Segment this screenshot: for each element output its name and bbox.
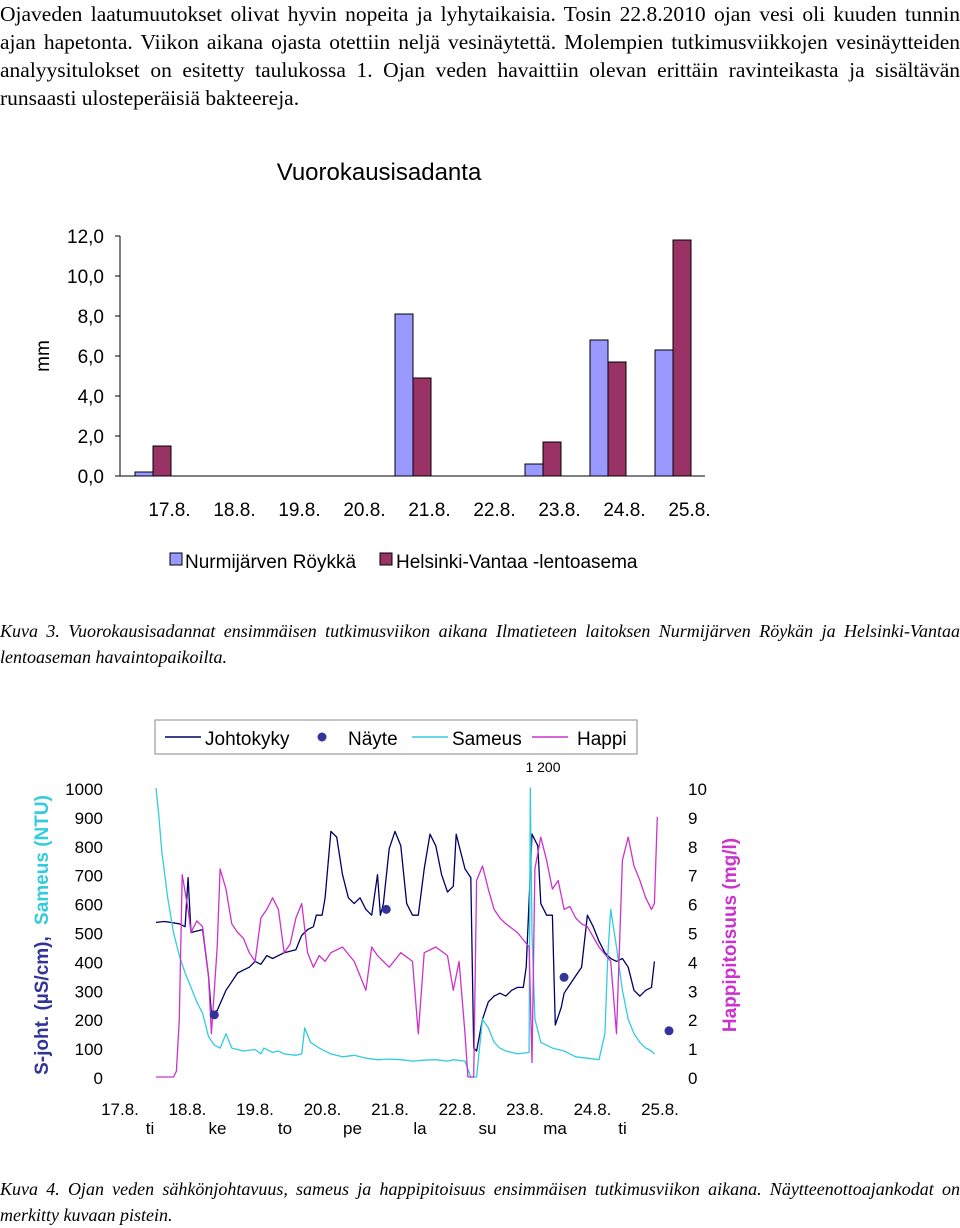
chart2-right-tick-label: 2 bbox=[688, 1011, 698, 1031]
chart1-x-tick-label: 24.8. bbox=[603, 500, 646, 521]
chart2-ylabel-left-b: Sameus (NTU) bbox=[32, 795, 53, 925]
chart2-legend-label: Sameus bbox=[452, 729, 522, 750]
chart2-x-day-label: ti bbox=[145, 1119, 155, 1138]
figure4-caption bbox=[0, 1176, 960, 1228]
chart2-x-date-label: 22.8. bbox=[438, 1100, 477, 1119]
chart2-right-tick-label: 4 bbox=[688, 953, 698, 973]
chart2-x-day-label: ma bbox=[543, 1119, 567, 1138]
chart2-left-tick-label: 1000 bbox=[65, 780, 103, 799]
chart2-series bbox=[156, 788, 657, 1077]
chart2-left-tick-label: 500 bbox=[74, 924, 103, 944]
chart2-left-tick-label: 200 bbox=[74, 1011, 103, 1031]
chart1-x-tick-label: 21.8. bbox=[408, 500, 451, 521]
chart2-x-date-label: 24.8. bbox=[573, 1100, 612, 1119]
figure3-caption-text: Vuorokausisadannat ensimmäisen tutkimusviikon aikana Ilmatieteen laitoksen Nurmijärven Röykän ja Helsinki-Vantaa lentoaseman havaintopaikoilta. bbox=[0, 621, 960, 667]
svg-text:S-joht. (µS/cm), Sameus (N bbox=[32, 795, 53, 1075]
chart2-legend-label: Johtokyky bbox=[205, 729, 290, 750]
chart2-right-tick-label: 0 bbox=[688, 1069, 698, 1088]
chart2-off-scale-label: 1 200 bbox=[525, 759, 561, 775]
chart2-x-date-label: 17.8. bbox=[101, 1100, 139, 1119]
chart2-left-tick-label: 0 bbox=[93, 1069, 103, 1088]
chart2-sample-dot bbox=[210, 1010, 219, 1019]
chart1-y-tick-label: 2,0 bbox=[77, 427, 104, 448]
chart2-left-tick-label: 900 bbox=[74, 808, 103, 828]
chart2-x-day-label: la bbox=[413, 1119, 427, 1138]
chart1-legend-label: Helsinki-Vantaa -lentoasema bbox=[396, 552, 638, 573]
chart2-legend-label: Happi bbox=[577, 729, 627, 750]
figure3-caption-label: Kuva 3. bbox=[0, 621, 60, 641]
chart1-ylabel: mm bbox=[33, 340, 54, 372]
chart1-y-tick-label: 10,0 bbox=[67, 267, 104, 288]
chart2-x-day-label: ti bbox=[618, 1119, 627, 1138]
chart2-legend bbox=[155, 720, 637, 754]
chart1-y-tick-label: 6,0 bbox=[77, 347, 104, 368]
chart1-y-tick-label: 12,0 bbox=[67, 227, 104, 248]
chart1-x-tick-label: 23.8. bbox=[538, 500, 581, 521]
chart2-left-tick-label: 400 bbox=[74, 953, 103, 973]
chart2-x-date-label: 19.8. bbox=[236, 1100, 274, 1119]
chart2-right-tick-label: 5 bbox=[688, 924, 698, 944]
chart2-right-tick-label: 7 bbox=[688, 866, 698, 886]
chart2-right-tick-label: 3 bbox=[688, 982, 698, 1002]
chart1-y-tick-label: 4,0 bbox=[77, 387, 104, 408]
chart1-title: Vuorokausisadanta bbox=[276, 159, 482, 186]
chart1-x-tick-label: 17.8. bbox=[148, 500, 191, 521]
chart2-sample-dot bbox=[560, 973, 569, 982]
chart2-line-happi bbox=[156, 817, 657, 1077]
chart2-ylabel-left-a: S-joht. (µS/cm), bbox=[32, 936, 53, 1075]
chart2-x-day-label: ke bbox=[208, 1119, 227, 1138]
chart2-line-johtokyky bbox=[156, 831, 654, 1051]
chart1-x-tick-label: 18.8. bbox=[213, 500, 256, 521]
intro-text: Ojaveden laatumuutokset olivat hyvin nopeita ja lyhytaikaisia. Tosin 22.8.2010 ojan vesi oli kuuden tunnin ajan hapetonta. Viikon aikana ojasta otettiin neljä vesinäytettä. Molempien tutkimusviikkojen vesinäytteiden analyysitulokset on esitetty taulukossa 1. Ojan veden havaittiin olevan erittäin ravinteikasta ja sisältävän runsaasti ulosteperäisiä bakteereja. bbox=[0, 2, 960, 110]
chart2-right-tick-label: 6 bbox=[688, 895, 698, 915]
chart1-y-tick-label: 8,0 bbox=[77, 307, 104, 328]
chart2-right-tick-label: 1 bbox=[688, 1040, 698, 1060]
chart1-legend-label: Nurmijärven Röykkä bbox=[185, 552, 357, 573]
chart2-ylabel-right: Happipitoisuus (mg/l) bbox=[720, 837, 741, 1033]
chart1-x-tick-label: 25.8. bbox=[668, 500, 711, 521]
chart1-x-tick-label: 19.8. bbox=[278, 500, 321, 521]
chart2-x-day-label: su bbox=[478, 1119, 497, 1138]
figure4-caption-label: Kuva 4. bbox=[0, 1179, 60, 1199]
chart2-left-tick-label: 300 bbox=[74, 982, 103, 1002]
chart2-x-date-label: 25.8. bbox=[641, 1100, 679, 1119]
chart2-x-date-label: 18.8. bbox=[168, 1100, 207, 1119]
chart2-x-date-label: 21.8. bbox=[371, 1100, 409, 1119]
chart2-left-tick-label: 700 bbox=[74, 866, 103, 886]
chart2-sample-points bbox=[210, 905, 674, 1035]
chart2-right-tick-label: 8 bbox=[688, 837, 698, 857]
chart2-left-tick-label: 600 bbox=[74, 895, 103, 915]
chart2-x-day-label: pe bbox=[343, 1119, 362, 1138]
chart2-legend-label: Näyte bbox=[348, 729, 398, 750]
chart1-x-tick-label: 20.8. bbox=[343, 500, 386, 521]
figure4-caption-text: Ojan veden sähkönjohtavuus, sameus ja happipitoisuus ensimmäisen tutkimusviikon aikana. Näytteenottoajankodat on merkitty kuvaan pistein. bbox=[0, 1179, 960, 1225]
chart2-line-sameus bbox=[156, 788, 654, 1077]
chart2-left-tick-label: 800 bbox=[74, 837, 103, 857]
chart2-right-tick-label: 10 bbox=[688, 780, 707, 799]
chart2-left-tick-label: 100 bbox=[74, 1040, 103, 1060]
chart2-x-date-label: 20.8. bbox=[303, 1100, 342, 1119]
chart1-x-tick-label: 22.8. bbox=[473, 500, 516, 521]
chart1-y-tick-label: 0,0 bbox=[77, 467, 104, 488]
chart2-sample-dot bbox=[382, 905, 391, 914]
chart2-legend-marker bbox=[318, 733, 327, 742]
chart2-x-day-label: to bbox=[277, 1119, 293, 1138]
chart2-sample-dot bbox=[665, 1026, 674, 1035]
chart2-right-tick-label: 9 bbox=[688, 808, 698, 828]
chart2-x-date-label: 23.8. bbox=[506, 1100, 544, 1119]
